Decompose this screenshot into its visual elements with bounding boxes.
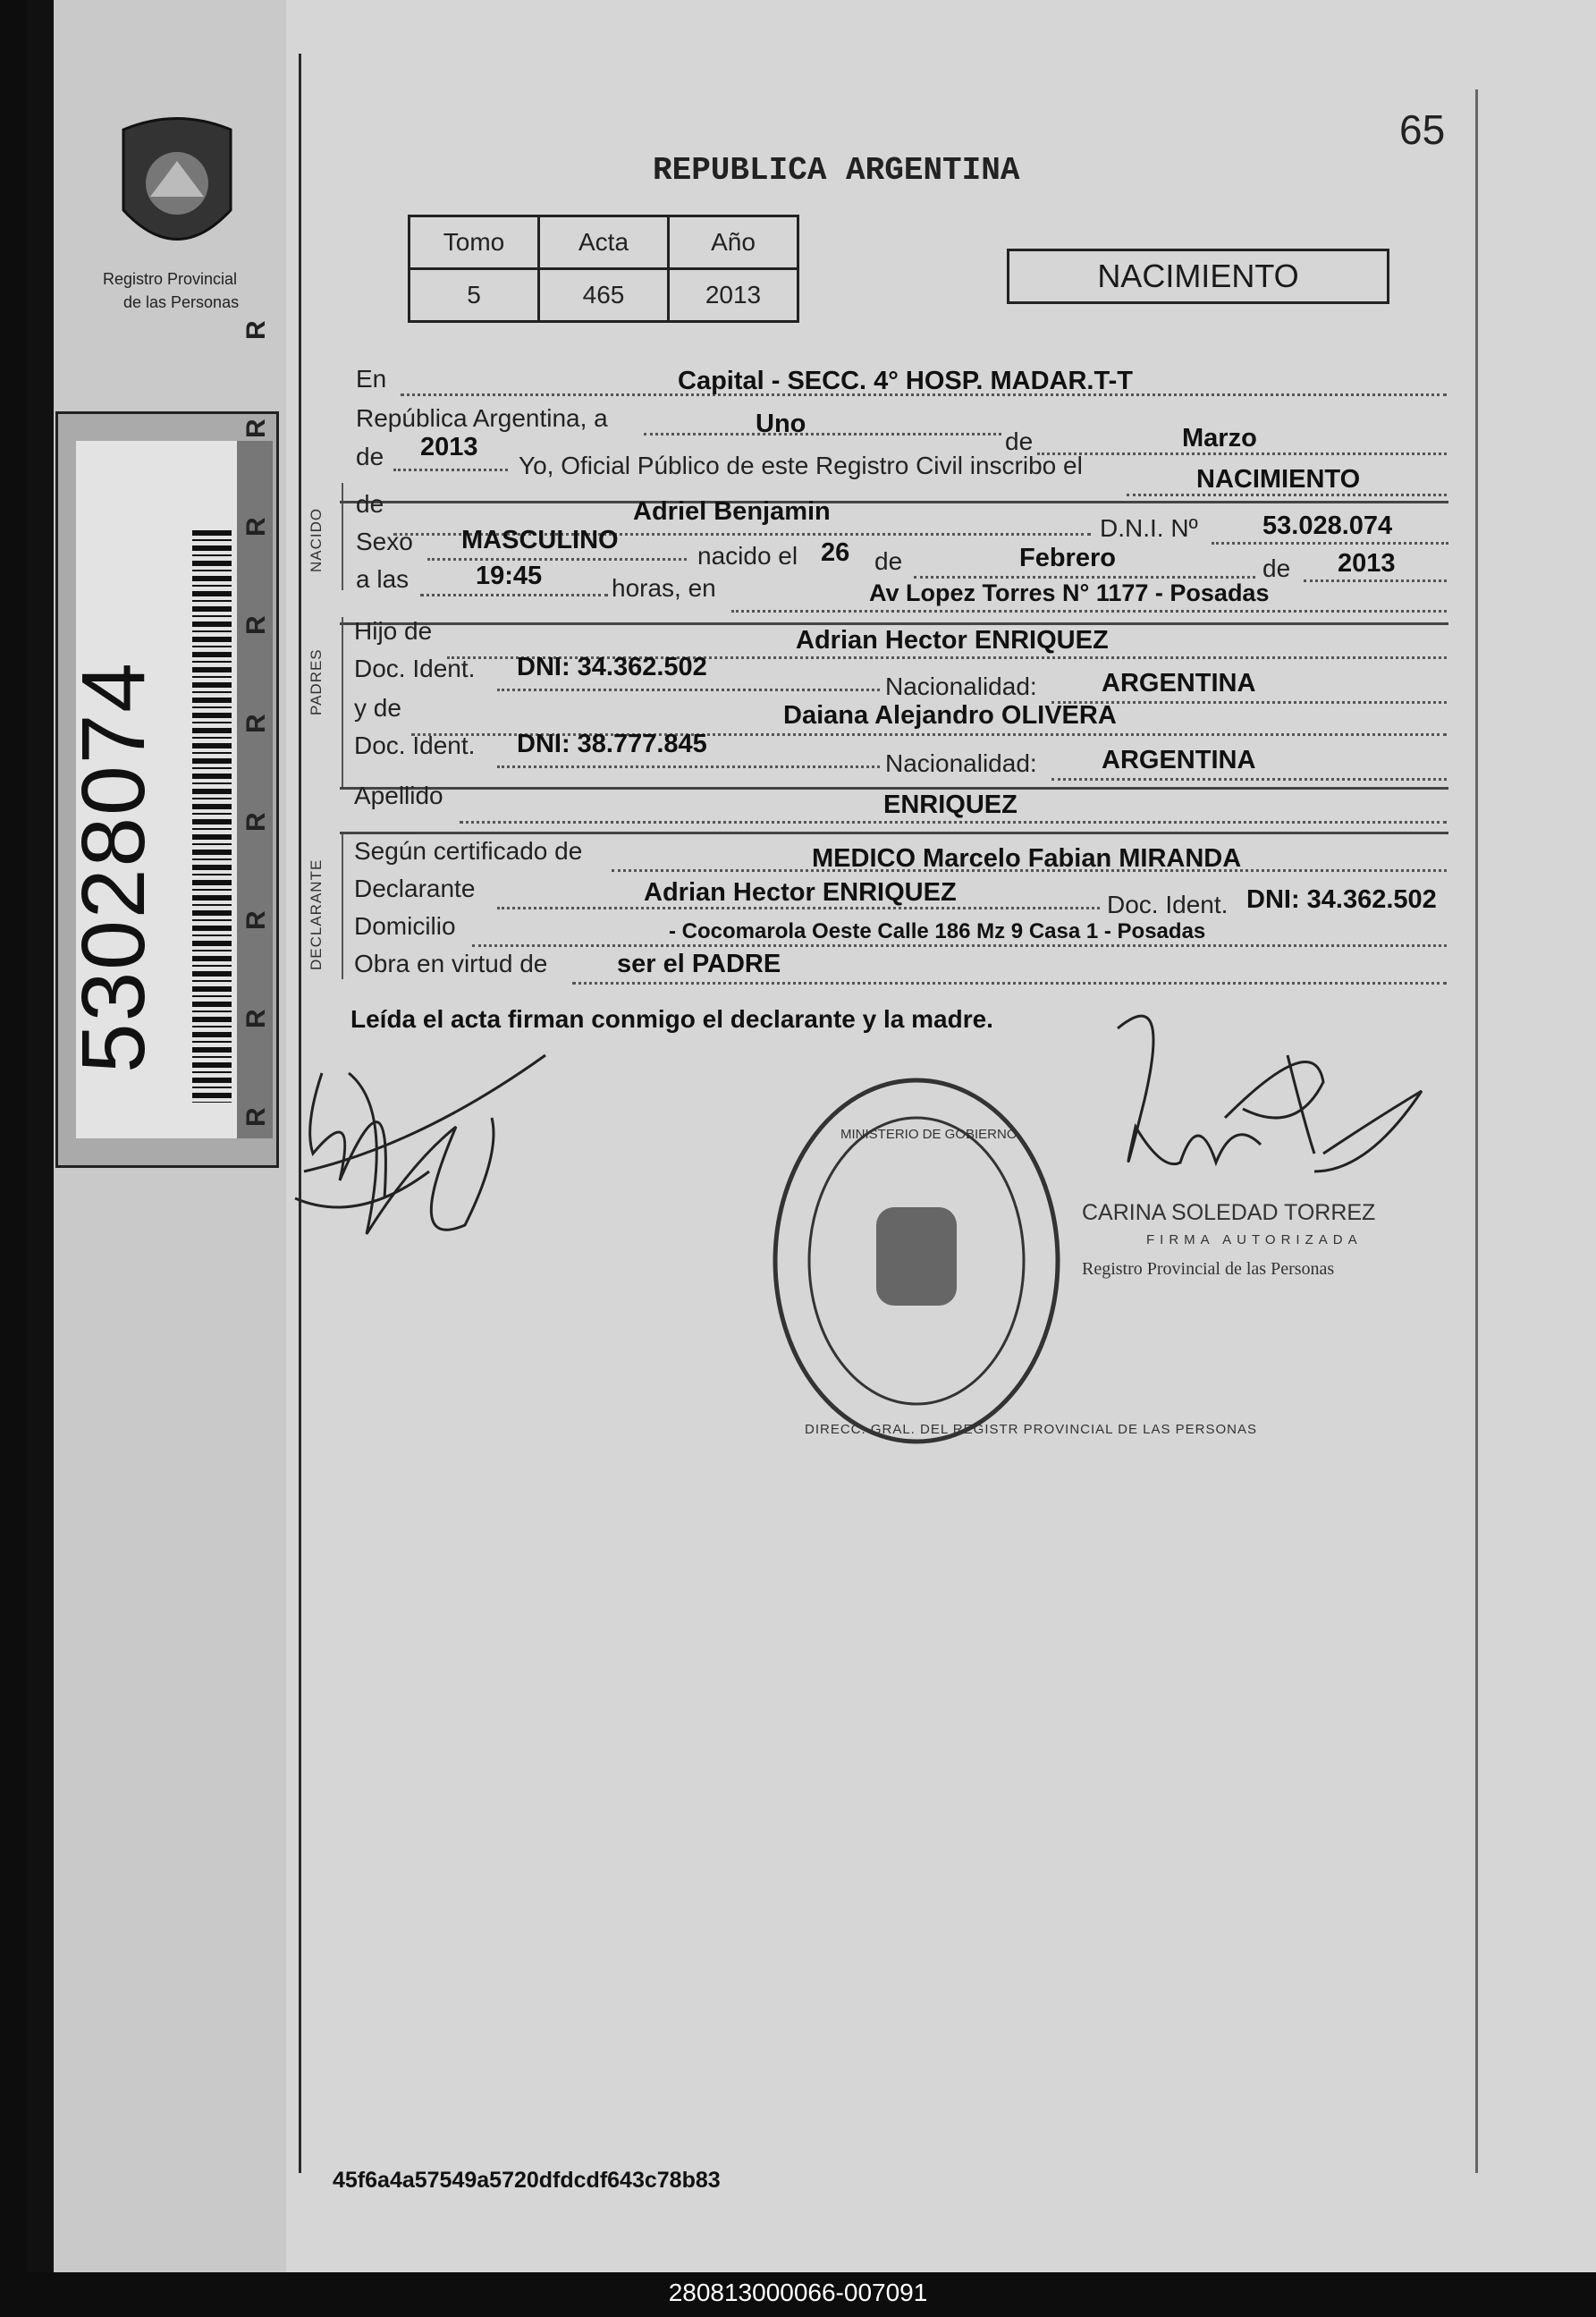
separator-line [340,501,1448,503]
label-hijo-de: Hijo de [354,617,433,645]
label-father-nac: Nacionalidad: [885,672,1037,700]
dotted-line [1304,579,1447,582]
padres-bracket [342,617,343,787]
label-nacido-year-de: de [1262,554,1291,582]
dotted-line [1051,778,1447,781]
label-de-month: de [1005,427,1034,455]
barcode-bars [192,530,232,1103]
dotted-line [497,689,880,691]
label-horas-en: horas, en [612,574,716,602]
dotted-line [427,558,687,561]
dotted-line [644,433,1001,435]
oficial-text: Yo, Oficial Público de este Registro Civil inscribo el [519,452,1083,479]
dotted-line [1212,542,1448,545]
value-nacido-day: 26 [821,538,850,567]
dotted-line [497,907,1100,909]
value-mother-name: Daiana Alejandro OLIVERA [783,701,1117,730]
label-mother-doc: Doc. Ident. [354,731,476,759]
nacido-bracket [342,483,343,590]
value-father-nac: ARGENTINA [1102,669,1256,698]
dotted-line [612,869,1447,872]
value-child-name: Adriel Benjamin [633,497,831,526]
value-nacido-year: 2013 [1338,549,1396,578]
document-hash: 45f6a4a57549a5720dfdcdf643c78b83 [333,2168,721,2193]
table-value-acta: 465 [539,269,669,322]
dotted-line [472,944,1447,947]
value-day: Uno [756,410,806,438]
official-signature [1082,993,1440,1225]
table-header-anio: Año [669,216,798,269]
section-label-declarante: DECLARANTE [308,858,325,970]
closing-text: Leída el acta firman conmigo el declarante y la madre. [350,1005,993,1033]
label-en: En [356,365,387,393]
official-org: Registro Provincial de las Personas [1082,1259,1335,1279]
value-place-office: Capital - SECC. 4° HOSP. MADAR.T-T [678,367,1133,395]
label-declarante-doc: Doc. Ident. [1107,891,1229,918]
label-domicilio: Domicilio [354,912,456,940]
dotted-line [393,469,508,471]
page-title: REPUBLICA ARGENTINA [653,152,1020,189]
table-value-tomo: 5 [410,269,539,322]
official-title: FIRMA AUTORIZADA [1146,1232,1363,1247]
value-nacido-month: Febrero [1019,544,1116,572]
dotted-line [572,982,1447,985]
dotted-line [497,765,880,768]
official-name: CARINA SOLEDAD TORREZ [1082,1200,1376,1225]
province-logo [114,112,240,268]
page-number: 65 [1399,106,1446,153]
value-declarante-doc: DNI: 34.362.502 [1246,885,1437,914]
table-value-anio: 2013 [669,269,798,322]
label-certificado: Según certificado de [354,837,583,865]
frame-right-line [1475,89,1478,2173]
table-header-acta: Acta [539,216,669,269]
logo-caption-1: Registro Provincial [103,270,238,288]
section-label-nacido: NACIDO [308,507,325,572]
label-de-name: de [356,490,384,518]
label-y-de: y de [354,694,401,722]
label-obra: Obra en virtud de [354,950,548,977]
label-republica: República Argentina, a [356,404,608,432]
value-domicilio: - Cocomarola Oeste Calle 186 Mz 9 Casa 1 - Posadas [669,919,1206,943]
value-inscribo: NACIMIENTO [1196,465,1361,494]
stamp-inner-text: MINISTERIO DE GOBIERNO [840,1127,1018,1142]
dotted-line [914,576,1255,579]
footer-code: 280813000066-007091 [668,2279,928,2306]
separator-line [340,787,1448,790]
side-code-number: 53028074 [63,661,164,1073]
value-sexo: MASCULINO [461,526,619,554]
dotted-line [460,821,1447,824]
dotted-line [420,594,608,596]
value-obra: ser el PADRE [617,950,781,978]
value-dni: 53.028.074 [1262,512,1393,540]
value-father-doc: DNI: 34.362.502 [517,653,707,681]
value-mother-doc: DNI: 38.777.845 [517,730,707,758]
registry-table [408,215,799,323]
logo-caption-2: de las Personas [123,293,240,311]
doc-type-box: NACIMIENTO [1007,249,1389,304]
separator-line [340,832,1448,834]
label-alas: a las [356,565,410,593]
label-sexo: Sexo [356,528,413,555]
label-nacido-el: nacido el [697,542,798,570]
value-year: 2013 [420,433,478,461]
declarant-signature [286,1019,554,1288]
value-mother-nac: ARGENTINA [1102,746,1256,774]
dotted-line [731,610,1447,613]
value-month: Marzo [1182,424,1257,452]
value-apellido: ENRIQUEZ [883,791,1018,819]
label-apellido: Apellido [354,782,443,809]
label-dni: D.N.I. Nº [1100,514,1198,542]
separator-line [340,622,1448,625]
value-declarante: Adrian Hector ENRIQUEZ [644,878,957,907]
label-declarante: Declarante [354,875,476,902]
label-mother-nac: Nacionalidad: [885,749,1037,777]
table-header-tomo: Tomo [410,216,539,269]
side-letters-text: R R R R R R R R R [241,284,271,1127]
value-hora: 19:45 [476,562,543,590]
section-label-padres: PADRES [308,648,325,715]
label-nacido-de: de [874,547,903,575]
book-spine [27,0,54,2272]
value-certificado: MEDICO Marcelo Fabian MIRANDA [812,844,1242,873]
label-de-year: de [356,443,384,470]
label-father-doc: Doc. Ident. [354,655,476,682]
declarante-bracket [342,832,343,979]
value-birth-place: Av Lopez Torres N° 1177 - Posadas [869,579,1270,606]
value-father-name: Adrian Hector ENRIQUEZ [796,626,1109,655]
